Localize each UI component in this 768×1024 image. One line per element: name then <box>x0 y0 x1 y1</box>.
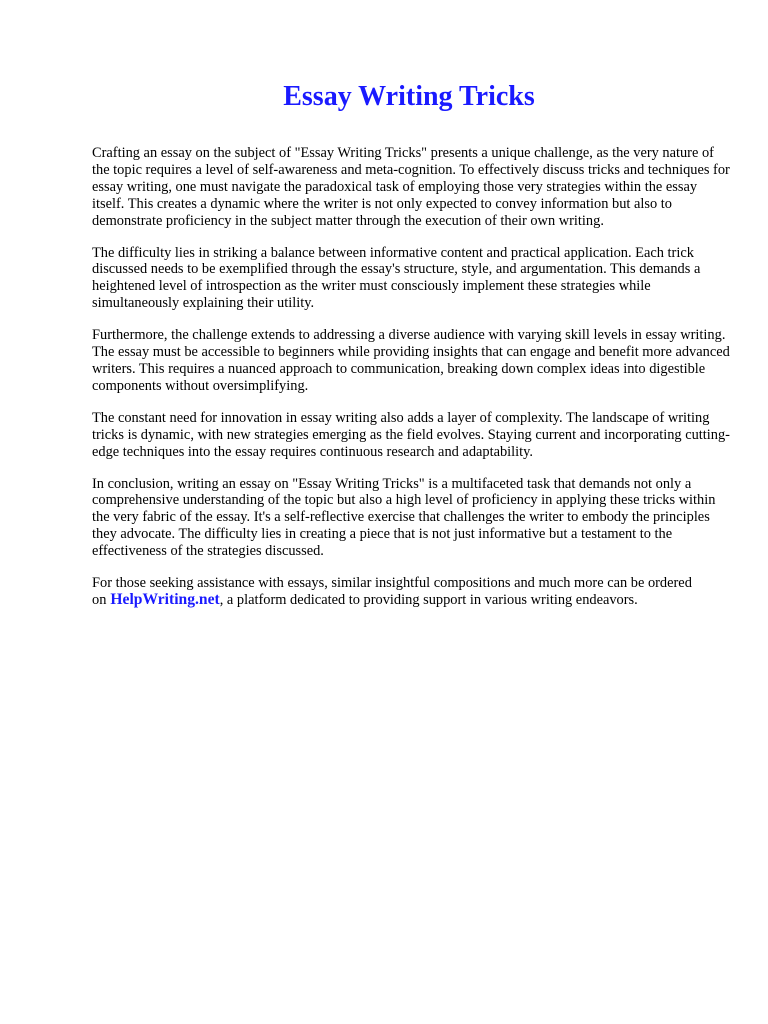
document-title: Essay Writing Tricks <box>283 81 535 112</box>
paragraph-1: Crafting an essay on the subject of "Essay Writing Tricks" presents a unique challenge, as the very nature of the topic requires a level of self-awareness and meta-cognition. To effectively discuss tricks and techniques for essay writing, one must navigate the paradoxical task of employing those very strategies within the essay itself. This creates a dynamic where the writer is not only expected to convey information but also to demonstrate proficiency in the subject matter through the execution of their own writing. <box>92 145 730 229</box>
paragraph-4: The constant need for innovation in essay writing also adds a layer of complexity. The landscape of writing tricks is dynamic, with new strategies emerging as the field evolves. Staying current and incorporating cutting-edge techniques into the essay requires continuous research and adaptability. <box>92 409 730 460</box>
paragraph-5: In conclusion, writing an essay on "Essay Writing Tricks" is a multifaceted task that demands not only a comprehensive understanding of the topic but also a high level of proficiency in applying these tricks within the very fabric of the essay. It's a self-reflective exercise that challenges the writer to embody the principles they advocate. The difficulty lies in creating a piece that is not just informative but a testament to the effectiveness of the strategies discussed. <box>92 475 716 560</box>
closing-paragraph <box>92 575 732 609</box>
closing-text-before-link: For those seeking assistance with essays, similar insightful compositions and much more can be ordered on <box>92 575 692 608</box>
paragraph-3: Furthermore, the challenge extends to addressing a diverse audience with varying skill levels in essay writing. The essay must be accessible to beginners while providing insights that can engage and benefit more advanced writers. This requires a nuanced approach to communication, breaking down complex ideas into digestible components without oversimplifying. <box>92 327 730 394</box>
paragraph-2: The difficulty lies in striking a balance between informative content and practical application. Each trick discussed needs to be exemplified through the essay's structure, style, and argumentation. This demands a heightened level of introspection as the writer must consciously implement these strategies while simultaneously explaining their utility. <box>92 244 701 312</box>
document-body <box>92 145 732 624</box>
helpwriting-link[interactable]: HelpWriting.net <box>110 590 220 608</box>
closing-text-after-link: , a platform dedicated to providing support in various writing endeavors. <box>219 591 638 608</box>
